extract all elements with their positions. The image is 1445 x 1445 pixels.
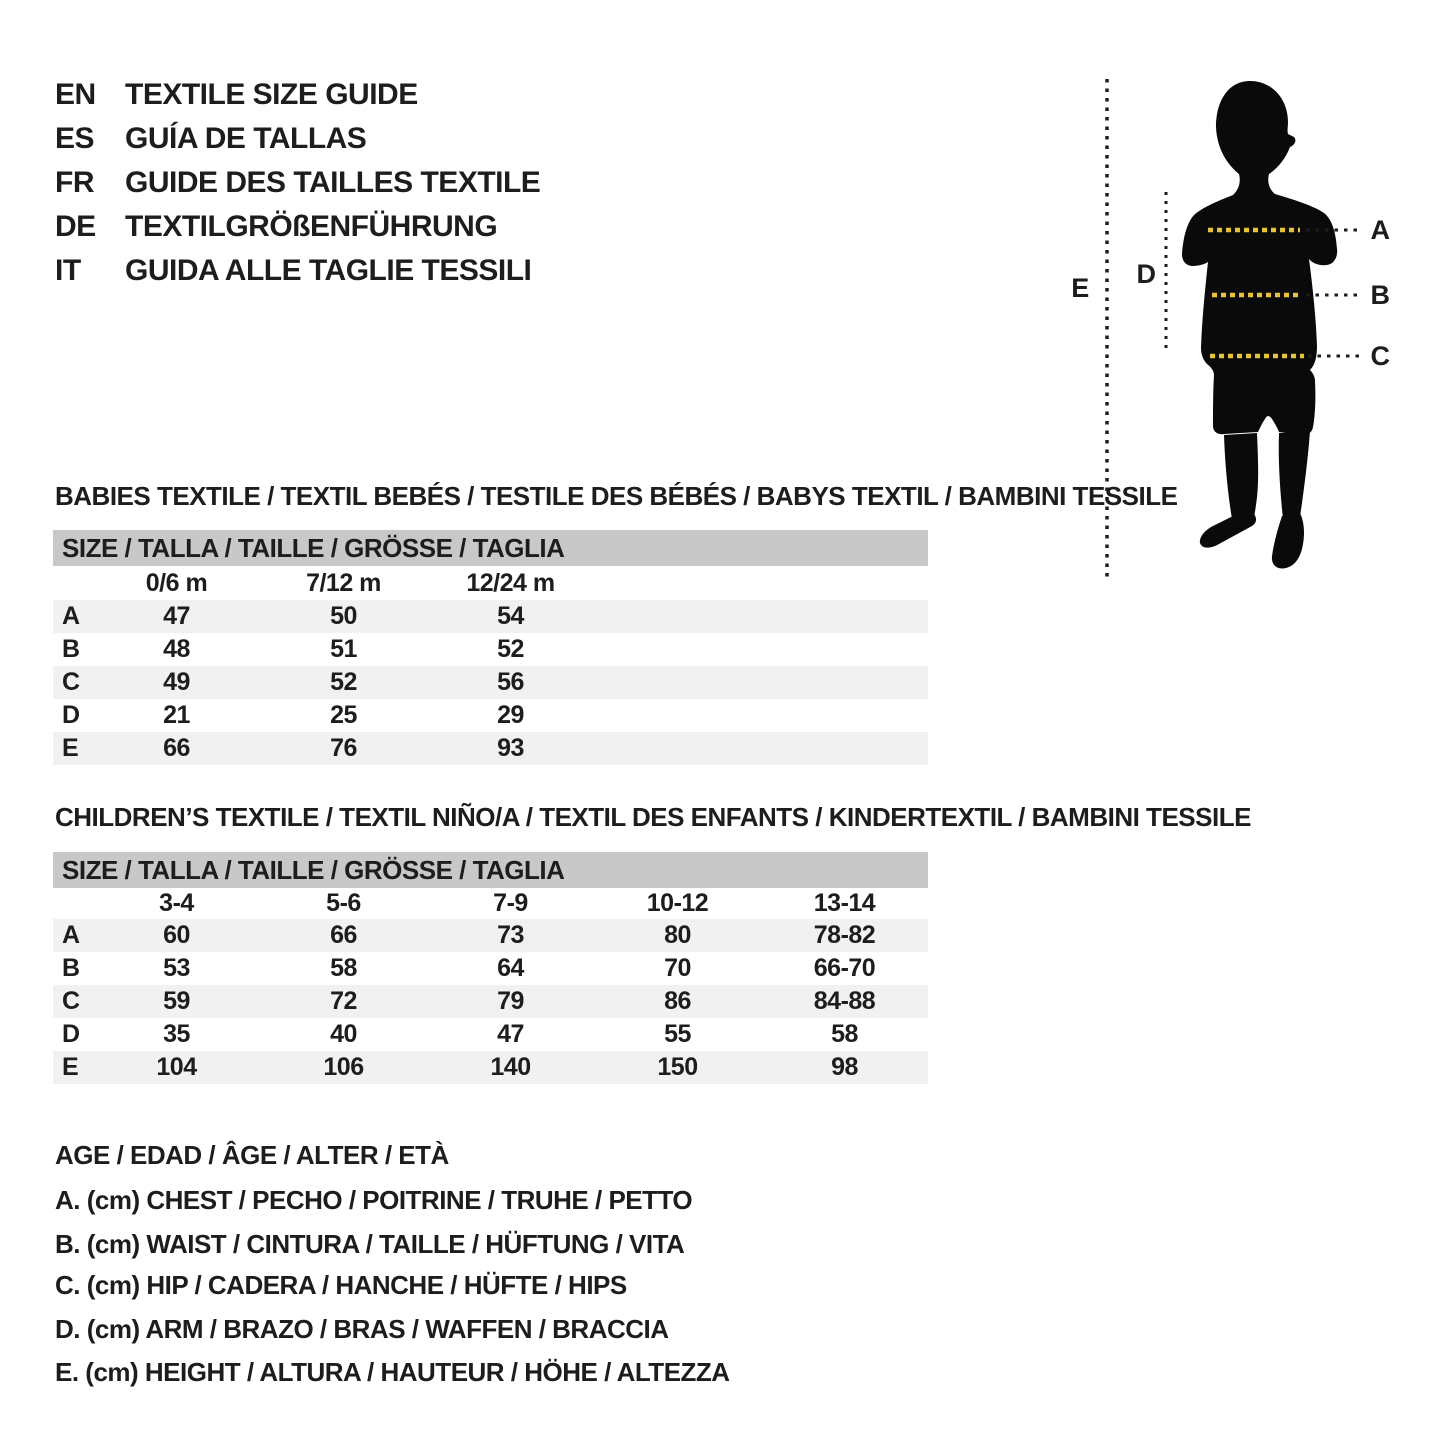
lang-title: GUIDE DES TAILLES TEXTILE <box>125 166 541 199</box>
children-col-0: 3-4 <box>159 889 194 917</box>
children-column-header-row <box>53 888 928 919</box>
lang-title: TEXTILE SIZE GUIDE <box>125 78 418 111</box>
table-row: E 104 106 140 150 98 <box>53 1051 928 1084</box>
children-col-1: 5-6 <box>326 889 361 917</box>
children-col-2: 7-9 <box>493 889 528 917</box>
label-a: A <box>1370 215 1390 245</box>
table-row: C 49 52 56 <box>53 666 928 699</box>
label-e: E <box>1071 273 1089 303</box>
legend-height: E. (cm) HEIGHT / ALTURA / HAUTEUR / HÖHE / ALTEZZA <box>55 1357 730 1387</box>
legend-hip: C. (cm) HIP / CADERA / HANCHE / HÜFTE / HIPS <box>55 1270 627 1300</box>
lang-row-it <box>55 249 540 293</box>
babies-size-header-text: SIZE / TALLA / TAILLE / GRÖSSE / TAGLIA <box>62 533 565 563</box>
legend-chest: A. (cm) CHEST / PECHO / POITRINE / TRUHE / PETTO <box>55 1185 693 1215</box>
child-silhouette <box>1182 81 1337 568</box>
lang-row-fr <box>55 161 540 205</box>
babies-column-header-row <box>53 566 928 600</box>
lang-row-en <box>55 73 540 117</box>
children-size-table <box>53 888 928 1084</box>
table-row: B 48 51 52 <box>62 635 524 663</box>
table-row: C 59 72 79 86 84-88 <box>53 985 928 1018</box>
legend-age: AGE / EDAD / ÂGE / ALTER / ETÀ <box>55 1140 449 1170</box>
table-row: A 47 50 54 <box>53 600 928 633</box>
lang-title: GUIDA ALLE TAGLIE TESSILI <box>125 254 532 287</box>
lang-code: FR <box>55 166 94 199</box>
table-row: A 60 66 73 80 78-82 <box>53 919 928 952</box>
lang-row-es <box>55 117 540 161</box>
table-row: D 21 25 29 <box>62 701 524 729</box>
label-c: C <box>1370 341 1390 371</box>
babies-size-header-bar <box>53 530 928 566</box>
lang-title: TEXTILGRÖßENFÜHRUNG <box>125 210 498 243</box>
label-d: D <box>1136 259 1156 289</box>
lang-code: DE <box>55 210 96 243</box>
babies-size-table <box>53 566 928 765</box>
babies-section-title: BABIES TEXTILE / TEXTIL BEBÉS / TESTILE DES BÉBÉS / BABYS TEXTIL / BAMBINI TESSILE <box>55 481 1178 511</box>
table-row: D 35 40 47 55 58 <box>62 1020 858 1048</box>
children-col-4: 13-14 <box>813 889 876 917</box>
lang-code: EN <box>55 78 96 111</box>
babies-col-0: 0/6 m <box>145 568 208 597</box>
babies-col-1: 7/12 m <box>306 568 381 597</box>
legend-waist: B. (cm) WAIST / CINTURA / TAILLE / HÜFTUNG / VITA <box>55 1229 685 1259</box>
children-section-title: CHILDREN’S TEXTILE / TEXTIL NIÑO/A / TEXTIL DES ENFANTS / KINDERTEXTIL / BAMBINI TESSILE <box>55 802 1251 832</box>
children-col-3: 10-12 <box>646 889 709 917</box>
label-b: B <box>1370 280 1390 310</box>
lang-title: GUÍA DE TALLAS <box>125 122 367 155</box>
language-title-block <box>55 73 540 293</box>
children-size-header-text: SIZE / TALLA / TAILLE / GRÖSSE / TAGLIA <box>62 855 565 885</box>
lang-row-de <box>55 205 540 249</box>
children-size-header-bar <box>53 852 928 888</box>
legend-arm: D. (cm) ARM / BRAZO / BRAS / WAFFEN / BRACCIA <box>55 1314 669 1344</box>
babies-col-2: 12/24 m <box>466 568 555 597</box>
lang-code: ES <box>55 122 95 155</box>
child-silhouette-measure-diagram <box>1060 65 1400 595</box>
table-row: B 53 58 64 70 66-70 <box>62 954 876 982</box>
table-row: E 66 76 93 <box>53 732 928 765</box>
lang-code: IT <box>55 254 81 287</box>
